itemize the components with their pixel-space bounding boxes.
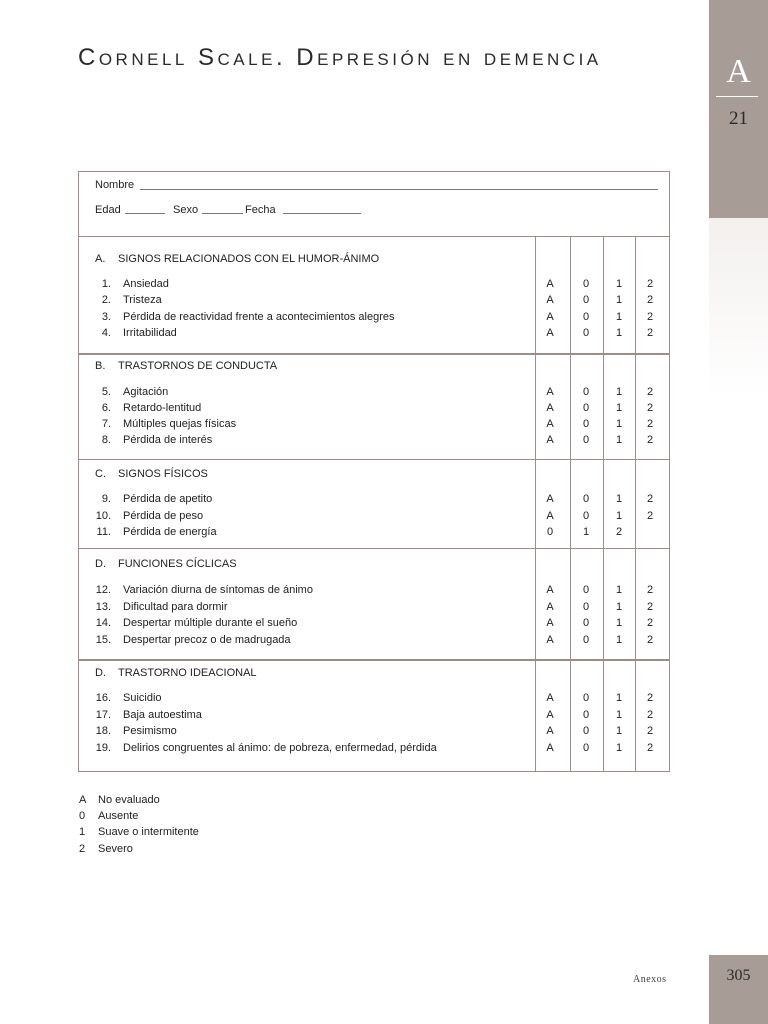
score-option[interactable]: 2 (646, 709, 654, 721)
list-item: 11. Pérdida de energía (96, 526, 217, 538)
legend-item: A No evaluado (79, 794, 160, 806)
score-option[interactable]: A (546, 725, 554, 737)
date-label: Fecha (245, 204, 276, 216)
score-option[interactable]: A (546, 742, 554, 754)
column-divider (535, 237, 536, 772)
name-field[interactable] (140, 189, 658, 190)
list-item: 7. Múltiples quejas físicas (101, 418, 237, 430)
score-option[interactable]: 2 (646, 510, 654, 522)
score-option[interactable]: 1 (615, 634, 623, 646)
list-item: 17. Baja autoestima (95, 709, 202, 721)
list-item: 2. Tristeza (101, 294, 162, 306)
page-title: Cornell Scale. Depresión en demencia (78, 44, 602, 71)
section-heading: D. TRASTORNO IDEACIONAL (95, 667, 257, 679)
score-option[interactable]: 0 (582, 584, 590, 596)
list-item: 1. Ansiedad (101, 278, 169, 290)
score-option[interactable]: 0 (582, 725, 590, 737)
score-option[interactable]: 1 (615, 418, 623, 430)
score-option[interactable]: A (546, 493, 554, 505)
score-option[interactable]: 1 (615, 327, 623, 339)
date-field[interactable] (283, 213, 361, 214)
score-option[interactable]: A (546, 601, 554, 613)
score-option[interactable]: 1 (615, 294, 623, 306)
score-option[interactable]: A (546, 402, 554, 414)
score-option[interactable]: 2 (646, 278, 654, 290)
score-option[interactable]: 2 (646, 402, 654, 414)
name-label: Nombre (95, 179, 135, 191)
section-heading: C. SIGNOS FÍSICOS (95, 468, 208, 480)
page-number: 305 (726, 967, 751, 984)
list-item: 3. Pérdida de reactividad frente a acontecimientos alegres (101, 311, 395, 323)
score-option[interactable]: 2 (646, 386, 654, 398)
sex-field[interactable] (202, 213, 243, 214)
score-option[interactable]: 0 (582, 278, 590, 290)
sex-label: Sexo (173, 204, 199, 216)
score-option[interactable]: 0 (582, 327, 590, 339)
score-option[interactable]: A (546, 311, 554, 323)
score-option[interactable]: 1 (615, 402, 623, 414)
score-option[interactable]: 2 (646, 493, 654, 505)
appendix-letter: A (726, 53, 751, 90)
appendix-number: 21 (729, 108, 748, 129)
score-option[interactable]: 0 (582, 418, 590, 430)
score-option[interactable]: 1 (615, 311, 623, 323)
score-option[interactable]: 2 (646, 434, 654, 446)
score-option[interactable]: A (546, 434, 554, 446)
list-item: 16. Suicidio (95, 692, 162, 704)
score-option[interactable]: A (546, 278, 554, 290)
section-divider (78, 548, 670, 549)
score-option[interactable]: 0 (546, 526, 554, 538)
score-option[interactable]: 2 (646, 311, 654, 323)
score-option[interactable]: 1 (615, 493, 623, 505)
score-option[interactable]: 1 (615, 510, 623, 522)
score-option[interactable]: 0 (582, 294, 590, 306)
score-option[interactable]: 0 (582, 709, 590, 721)
score-option[interactable]: 0 (582, 742, 590, 754)
score-option[interactable]: 0 (582, 434, 590, 446)
score-option[interactable]: 1 (615, 386, 623, 398)
score-option[interactable]: 2 (646, 601, 654, 613)
column-divider (603, 237, 604, 772)
legend-item: 2 Severo (79, 843, 133, 855)
score-option[interactable]: 1 (582, 526, 590, 538)
list-item: 14. Despertar múltiple durante el sueño (95, 617, 298, 629)
score-option[interactable]: A (546, 692, 554, 704)
section-heading: A. SIGNOS RELACIONADOS CON EL HUMOR-ÁNIMO (95, 253, 380, 265)
score-option[interactable]: A (546, 327, 554, 339)
score-option[interactable]: 2 (646, 294, 654, 306)
age-label: Edad (95, 204, 121, 216)
score-option[interactable]: 1 (615, 709, 623, 721)
score-option[interactable]: 0 (582, 634, 590, 646)
score-option[interactable]: 0 (582, 601, 590, 613)
score-option[interactable]: A (546, 510, 554, 522)
section-divider (78, 353, 670, 355)
score-option[interactable]: 0 (582, 510, 590, 522)
legend-item: 1 Suave o intermitente (79, 826, 199, 838)
score-option[interactable]: 2 (646, 634, 654, 646)
score-option[interactable]: 1 (615, 725, 623, 737)
score-option[interactable]: A (546, 709, 554, 721)
list-item: 19. Delirios congruentes al ánimo: de pobreza, enfermedad, pérdida (95, 742, 437, 754)
score-option[interactable]: 0 (582, 386, 590, 398)
score-option[interactable]: A (546, 386, 554, 398)
section-divider (78, 659, 670, 661)
list-item: 6. Retardo-lentitud (101, 402, 202, 414)
page-number-box (709, 955, 768, 1024)
score-option[interactable]: A (546, 617, 554, 629)
score-option[interactable]: 2 (646, 617, 654, 629)
score-option[interactable]: 1 (615, 692, 623, 704)
list-item: 10. Pérdida de peso (95, 510, 204, 522)
score-option[interactable]: 1 (615, 434, 623, 446)
score-option[interactable]: A (546, 634, 554, 646)
score-option[interactable]: A (546, 418, 554, 430)
score-option[interactable]: 2 (646, 584, 654, 596)
list-item: 8. Pérdida de interés (101, 434, 213, 446)
header-divider (78, 236, 670, 237)
score-option[interactable]: 2 (646, 327, 654, 339)
legend-item: 0 Ausente (79, 810, 139, 822)
score-option[interactable]: A (546, 294, 554, 306)
list-item: 5. Agitación (101, 386, 169, 398)
list-item: 13. Dificultad para dormir (95, 601, 228, 613)
score-option[interactable]: 0 (582, 493, 590, 505)
section-heading: B. TRASTORNOS DE CONDUCTA (95, 360, 278, 372)
section-divider (78, 459, 670, 460)
list-item: 9. Pérdida de apetito (101, 493, 213, 505)
score-option[interactable]: A (546, 584, 554, 596)
score-option[interactable]: 0 (582, 402, 590, 414)
side-margin-band (709, 218, 768, 1024)
score-option[interactable]: 0 (582, 311, 590, 323)
score-option[interactable]: 1 (615, 617, 623, 629)
list-item: 4. Irritabilidad (101, 327, 177, 339)
score-option[interactable]: 2 (646, 742, 654, 754)
score-option[interactable]: 1 (615, 278, 623, 290)
score-option[interactable]: 2 (646, 692, 654, 704)
score-option[interactable]: 0 (582, 692, 590, 704)
column-divider (570, 237, 571, 772)
column-divider (635, 237, 636, 772)
footer-section-label: Anexos (633, 974, 667, 985)
score-option[interactable]: 2 (615, 526, 623, 538)
appendix-divider (716, 96, 758, 97)
section-heading: D. FUNCIONES CÍCLICAS (95, 558, 237, 570)
list-item: 18. Pesimismo (95, 725, 177, 737)
score-option[interactable]: 1 (615, 584, 623, 596)
list-item: 15. Despertar precoz o de madrugada (95, 634, 291, 646)
list-item: 12. Variación diurna de síntomas de ánimo (95, 584, 313, 596)
score-option[interactable]: 2 (646, 418, 654, 430)
score-option[interactable]: 1 (615, 601, 623, 613)
score-option[interactable]: 0 (582, 617, 590, 629)
age-field[interactable] (125, 213, 165, 214)
score-option[interactable]: 1 (615, 742, 623, 754)
score-option[interactable]: 2 (646, 725, 654, 737)
